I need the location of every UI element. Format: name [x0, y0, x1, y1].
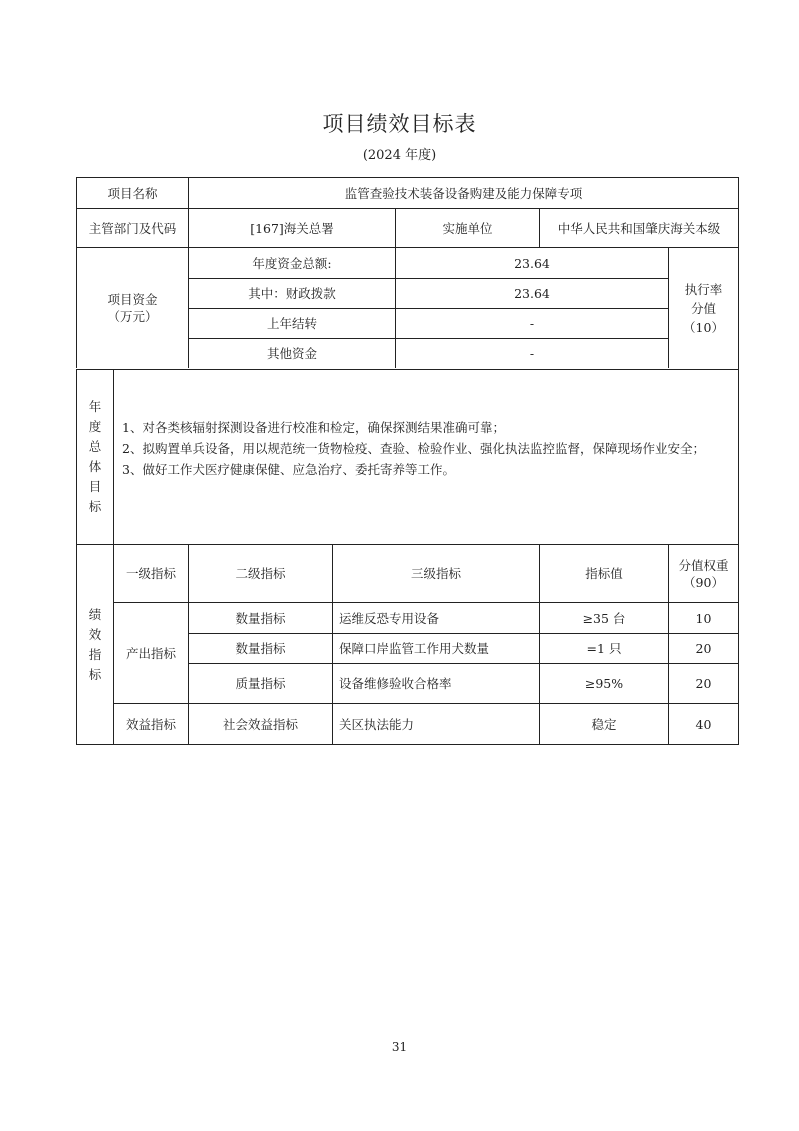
- row-level2: 数量指标: [188, 633, 332, 663]
- dept-label: 主管部门及代码: [76, 208, 188, 247]
- goal-item: 1、对各类核辐射探测设备进行校准和检定，确保探测结果准确可靠；: [122, 420, 505, 435]
- row-weight: 10: [668, 602, 738, 633]
- goal-item: 3、做好工作犬医疗健康保健、应急治疗、委托寄养等工作。: [122, 462, 455, 477]
- header-weight: 分值权重（90）: [668, 544, 738, 602]
- indicators-label-char: 绩: [88, 607, 102, 622]
- goals-label-char: 总: [88, 439, 102, 454]
- row-weight: 40: [668, 703, 738, 745]
- funds-label: 项目资金 （万元）: [76, 247, 188, 368]
- row-level2: 质量指标: [188, 663, 332, 703]
- benefit-indicators-label: 效益指标: [113, 703, 188, 745]
- table-border-bottom: [76, 744, 739, 745]
- annual-total-label: 年度资金总额:: [188, 247, 395, 278]
- fiscal-value: 23.64: [395, 278, 668, 308]
- annual-total-value: 23.64: [395, 247, 668, 278]
- row-value: ≥35 台: [539, 602, 668, 633]
- page-number: 31: [391, 1040, 408, 1054]
- row-value: ≥95%: [539, 663, 668, 703]
- goals-label: [76, 369, 113, 544]
- carryover-label: 上年结转: [188, 308, 395, 338]
- goals-content: [113, 369, 738, 544]
- indicators-label: [76, 544, 113, 745]
- dept-value: [167]海关总署: [188, 208, 395, 247]
- exec-rate-label: 执行率 分值 （10）: [668, 247, 738, 368]
- goals-label-char: 体: [88, 459, 102, 474]
- other-funds-value: -: [395, 338, 668, 368]
- row-level2: 数量指标: [188, 602, 332, 633]
- project-name-label: 项目名称: [76, 177, 188, 208]
- row-level3: 运维反恐专用设备: [332, 602, 539, 633]
- impl-unit-label: 实施单位: [395, 208, 539, 247]
- goals-label-char: 度: [88, 419, 102, 434]
- page-title: 项目绩效目标表: [322, 112, 477, 136]
- row-level3: 保障口岸监管工作用犬数量: [332, 633, 539, 663]
- row-level2: 社会效益指标: [188, 703, 332, 745]
- fiscal-label: 其中：财政拨款: [188, 278, 395, 308]
- impl-unit-value: 中华人民共和国肇庆海关本级: [539, 208, 738, 247]
- goal-item: 2、拟购置单兵设备，用以规范统一货物检疫、查验、检验作业、强化执法监控监督，保障现场作业安全；: [122, 441, 705, 456]
- row-weight: 20: [668, 663, 738, 703]
- table-border-right: [738, 177, 739, 745]
- output-indicators-label: 产出指标: [113, 602, 188, 703]
- indicators-label-char: 标: [88, 667, 102, 682]
- row-value: =1 只: [539, 633, 668, 663]
- goals-label-char: 目: [88, 479, 102, 494]
- indicators-label-char: 指: [88, 647, 102, 662]
- row-weight: 20: [668, 633, 738, 663]
- header-level3: 三级指标: [332, 544, 539, 602]
- goals-label-char: 年: [88, 399, 102, 414]
- row-level3: 设备维修验收合格率: [332, 663, 539, 703]
- indicators-label-char: 效: [88, 627, 102, 642]
- carryover-value: -: [395, 308, 668, 338]
- header-level2: 二级指标: [188, 544, 332, 602]
- row-value: 稳定: [539, 703, 668, 745]
- other-funds-label: 其他资金: [188, 338, 395, 368]
- goals-label-char: 标: [88, 499, 102, 514]
- header-level1: 一级指标: [113, 544, 188, 602]
- header-value: 指标值: [539, 544, 668, 602]
- row-level3: 关区执法能力: [332, 703, 539, 745]
- page-subtitle: (2024 年度): [362, 148, 437, 163]
- project-name-value: 监管查验技术装备设备购建及能力保障专项: [188, 177, 738, 208]
